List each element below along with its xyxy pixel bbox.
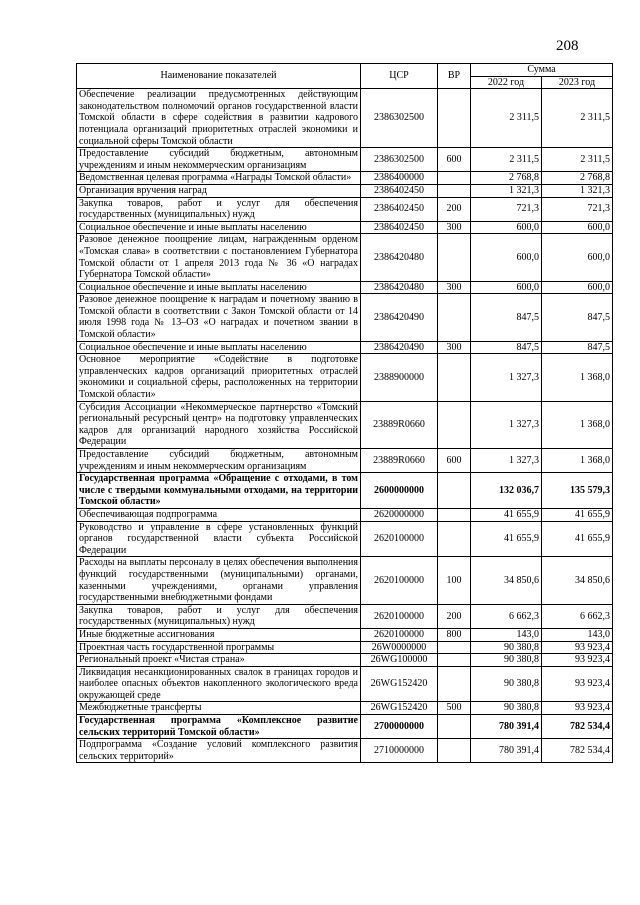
row-name: Социальное обеспечение и иные выплаты населению (77, 221, 361, 234)
row-name: Государственная программа «Обращение с отходами, в том числе с твердыми коммунальными отходами, на территории Томской области» (77, 473, 361, 509)
row-name: Закупка товаров, работ и услуг для обеспечения государственных (муниципальных) нужд (77, 197, 361, 221)
row-csr: 26WG152420 (361, 702, 438, 715)
row-vr: 500 (438, 702, 471, 715)
row-sum-2023: 41 655,9 (542, 508, 613, 521)
row-sum-2022: 847,5 (471, 294, 542, 341)
row-sum-2022: 143,0 (471, 628, 542, 641)
row-vr (438, 666, 471, 702)
table-row (77, 89, 613, 148)
row-sum-2022: 90 380,8 (471, 702, 542, 715)
row-sum-2023: 1 368,0 (542, 401, 613, 448)
row-sum-2023: 600,0 (542, 234, 613, 281)
row-sum-2023: 2 311,5 (542, 148, 613, 172)
row-csr: 2386402450 (361, 221, 438, 234)
row-sum-2023: 600,0 (542, 281, 613, 294)
row-sum-2023: 41 655,9 (542, 521, 613, 557)
row-vr (438, 89, 471, 148)
row-name: Ведомственная целевая программа «Награды Томской области» (77, 172, 361, 185)
table-row (77, 354, 613, 401)
row-sum-2023: 135 579,3 (542, 473, 613, 509)
row-name: Государственная программа «Комплексное развитие сельских территорий Томской области» (77, 715, 361, 739)
row-sum-2023: 93 923,4 (542, 702, 613, 715)
header-year-2022: 2022 год (471, 76, 542, 89)
row-sum-2023: 1 321,3 (542, 184, 613, 197)
row-sum-2023: 721,3 (542, 197, 613, 221)
row-name: Проектная часть государственной программы (77, 641, 361, 654)
row-csr: 26WG152420 (361, 666, 438, 702)
row-sum-2023: 2 768,8 (542, 172, 613, 185)
row-vr (438, 354, 471, 401)
row-csr: 2388900000 (361, 354, 438, 401)
row-vr (438, 641, 471, 654)
row-name: Подпрограмма «Создание условий комплексного развития сельских территорий» (77, 739, 361, 763)
row-vr: 300 (438, 281, 471, 294)
row-sum-2022: 34 850,6 (471, 557, 542, 604)
row-name: Субсидия Ассоциации «Некоммерческое партнерство «Томский региональный ресурсный центр» на подготовку управленческих кадров для организаций народного хозяйства Российской Федерации (77, 401, 361, 448)
row-csr: 2620100000 (361, 557, 438, 604)
row-vr: 200 (438, 604, 471, 628)
row-sum-2023: 93 923,4 (542, 654, 613, 667)
row-sum-2023: 847,5 (542, 341, 613, 354)
table-row (77, 739, 613, 763)
table-row (77, 641, 613, 654)
row-vr (438, 739, 471, 763)
row-sum-2023: 600,0 (542, 221, 613, 234)
row-csr: 2620100000 (361, 604, 438, 628)
table-row (77, 521, 613, 557)
row-name: Расходы на выплаты персоналу в целях обеспечения выполнения функций государственными (муниципальными) органами, казенными учреждениями, органами управления государственными внебюджетными фондами (77, 557, 361, 604)
table-row (77, 341, 613, 354)
row-csr: 2620100000 (361, 521, 438, 557)
row-csr: 2386302500 (361, 89, 438, 148)
row-sum-2022: 90 380,8 (471, 666, 542, 702)
table-row (77, 184, 613, 197)
row-name: Предоставление субсидий бюджетным, автономным учреждениям и иным некоммерческим организациям (77, 148, 361, 172)
row-csr: 2386302500 (361, 148, 438, 172)
row-csr: 2700000000 (361, 715, 438, 739)
row-vr: 200 (438, 197, 471, 221)
table-row (77, 473, 613, 509)
row-sum-2022: 780 391,4 (471, 739, 542, 763)
row-name: Предоставление субсидий бюджетным, автономным учреждениям и иным некоммерческим организациям (77, 449, 361, 473)
row-name: Межбюджетные трансферты (77, 702, 361, 715)
row-sum-2022: 2 311,5 (471, 89, 542, 148)
row-sum-2022: 780 391,4 (471, 715, 542, 739)
row-csr: 2710000000 (361, 739, 438, 763)
row-name: Закупка товаров, работ и услуг для обеспечения государственных (муниципальных) нужд (77, 604, 361, 628)
row-sum-2022: 90 380,8 (471, 654, 542, 667)
row-csr: 2386402450 (361, 197, 438, 221)
row-sum-2022: 600,0 (471, 281, 542, 294)
row-name: Основное мероприятие «Содействие в подготовке управленческих кадров организаций приоритетных отраслей экономики и социальной сферы, расположенных на территории Томской области» (77, 354, 361, 401)
row-vr: 600 (438, 148, 471, 172)
row-name: Обеспечение реализации предусмотренных действующим законодательством полномочий органов государственной власти Томской области в сфере содействия в развитии кадрового потенциала организаций приоритетных отраслей экономики и социальной сферы Томской области (77, 89, 361, 148)
table-row (77, 654, 613, 667)
row-sum-2022: 132 036,7 (471, 473, 542, 509)
row-sum-2022: 600,0 (471, 221, 542, 234)
row-sum-2022: 41 655,9 (471, 521, 542, 557)
row-csr: 2386420480 (361, 281, 438, 294)
header-name: Наименование показателей (77, 64, 361, 89)
header-sum: Сумма (471, 64, 613, 77)
row-name: Региональный проект «Чистая страна» (77, 654, 361, 667)
row-sum-2022: 721,3 (471, 197, 542, 221)
row-sum-2022: 90 380,8 (471, 641, 542, 654)
table-row (77, 281, 613, 294)
table-row (77, 148, 613, 172)
row-csr: 2386420480 (361, 234, 438, 281)
row-csr: 26WG100000 (361, 654, 438, 667)
row-sum-2023: 93 923,4 (542, 641, 613, 654)
row-sum-2023: 143,0 (542, 628, 613, 641)
row-vr (438, 294, 471, 341)
row-vr (438, 521, 471, 557)
row-sum-2022: 2 311,5 (471, 148, 542, 172)
table-row (77, 234, 613, 281)
row-sum-2022: 847,5 (471, 341, 542, 354)
table-row (77, 401, 613, 448)
row-vr (438, 473, 471, 509)
row-csr: 2600000000 (361, 473, 438, 509)
row-sum-2023: 2 311,5 (542, 89, 613, 148)
table-body (77, 89, 613, 763)
table-row (77, 294, 613, 341)
row-name: Руководство и управление в сфере установленных функций органов государственной власти субъекта Российской Федерации (77, 521, 361, 557)
table-row (77, 604, 613, 628)
page-number: 208 (556, 38, 579, 54)
row-sum-2023: 1 368,0 (542, 449, 613, 473)
row-sum-2022: 1 327,3 (471, 354, 542, 401)
row-sum-2022: 1 327,3 (471, 449, 542, 473)
row-sum-2022: 41 655,9 (471, 508, 542, 521)
row-vr (438, 184, 471, 197)
row-csr: 2620100000 (361, 628, 438, 641)
table-row (77, 666, 613, 702)
row-sum-2023: 782 534,4 (542, 715, 613, 739)
row-vr: 300 (438, 341, 471, 354)
row-sum-2023: 782 534,4 (542, 739, 613, 763)
row-vr (438, 401, 471, 448)
row-sum-2023: 847,5 (542, 294, 613, 341)
row-sum-2022: 1 327,3 (471, 401, 542, 448)
row-vr: 800 (438, 628, 471, 641)
row-vr (438, 508, 471, 521)
table-row (77, 172, 613, 185)
table-row (77, 702, 613, 715)
table-row (77, 508, 613, 521)
header-vr: ВР (438, 64, 471, 89)
row-sum-2022: 2 768,8 (471, 172, 542, 185)
table-row (77, 715, 613, 739)
row-vr: 600 (438, 449, 471, 473)
table-row (77, 221, 613, 234)
row-csr: 2386420490 (361, 341, 438, 354)
row-vr (438, 234, 471, 281)
row-name: Иные бюджетные ассигнования (77, 628, 361, 641)
row-vr (438, 654, 471, 667)
row-name: Социальное обеспечение и иные выплаты населению (77, 281, 361, 294)
table-row (77, 449, 613, 473)
row-csr: 23889R0660 (361, 449, 438, 473)
row-sum-2023: 1 368,0 (542, 354, 613, 401)
row-csr: 26W0000000 (361, 641, 438, 654)
row-csr: 2620000000 (361, 508, 438, 521)
row-csr: 2386400000 (361, 172, 438, 185)
row-vr (438, 715, 471, 739)
row-sum-2023: 93 923,4 (542, 666, 613, 702)
row-vr: 100 (438, 557, 471, 604)
table-row (77, 197, 613, 221)
row-name: Разовое денежное поощрение лицам, награжденным орденом «Томская слава» в соответствии с постановлением Губернатора Томской области от 1 апреля 2013 года № 36 «О наградах Губернатора Томской области» (77, 234, 361, 281)
table-row (77, 557, 613, 604)
row-name: Организация вручения наград (77, 184, 361, 197)
row-sum-2022: 1 321,3 (471, 184, 542, 197)
row-csr: 2386402450 (361, 184, 438, 197)
row-sum-2023: 6 662,3 (542, 604, 613, 628)
row-sum-2022: 600,0 (471, 234, 542, 281)
row-vr (438, 172, 471, 185)
row-name: Социальное обеспечение и иные выплаты населению (77, 341, 361, 354)
header-csr: ЦСР (361, 64, 438, 89)
header-year-2023: 2023 год (542, 76, 613, 89)
row-name: Ликвидация несанкционированных свалок в границах городов и наиболее опасных объектов накопленного экологического вреда окружающей среде (77, 666, 361, 702)
row-csr: 23889R0660 (361, 401, 438, 448)
row-sum-2023: 34 850,6 (542, 557, 613, 604)
row-name: Обеспечивающая подпрограмма (77, 508, 361, 521)
row-sum-2022: 6 662,3 (471, 604, 542, 628)
row-name: Разовое денежное поощрение к наградам и почетному званию в Томской области в соответствии с Закон Томской области от 14 июля 1998 года № 13–ОЗ «О наградах и почетном звании в Томской области» (77, 294, 361, 341)
budget-table (76, 63, 613, 763)
table-row (77, 628, 613, 641)
row-vr: 300 (438, 221, 471, 234)
row-csr: 2386420490 (361, 294, 438, 341)
